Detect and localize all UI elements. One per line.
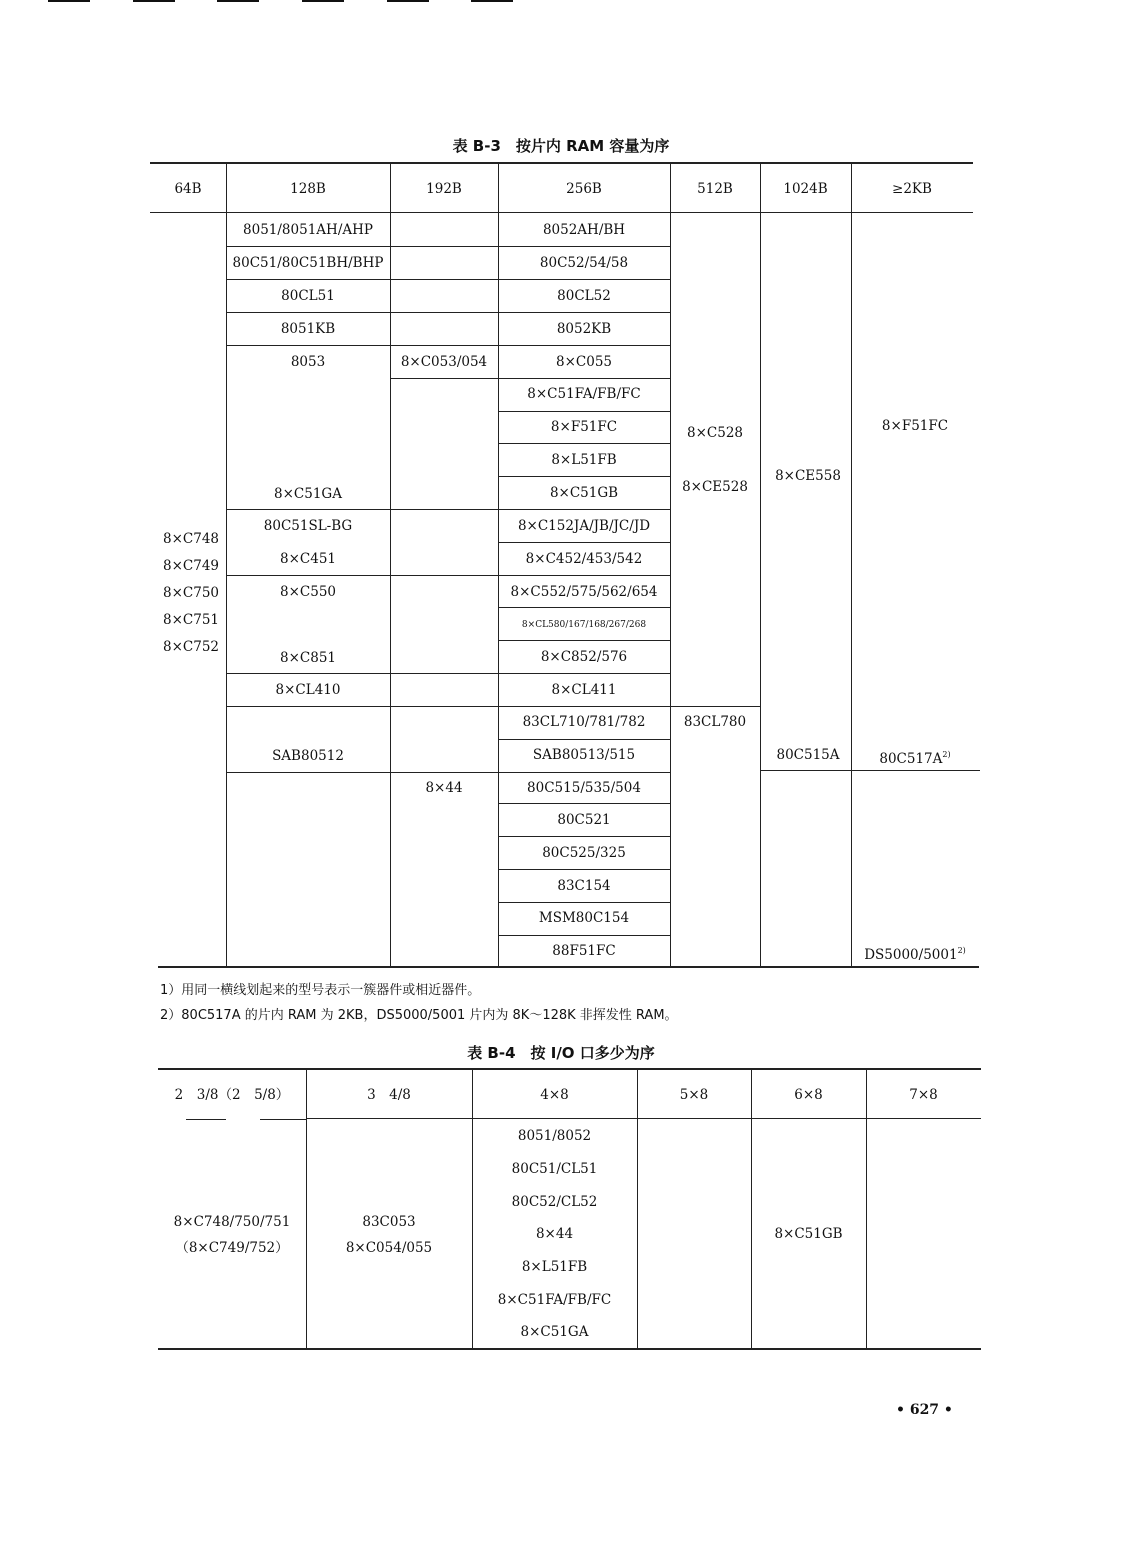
cell-128b: 8×CL410 <box>275 682 341 698</box>
cell-512b: 8×CE528 <box>682 479 748 495</box>
cell-64b: 8×C749 <box>163 558 219 574</box>
cell-256b: MSM80C154 <box>538 910 630 926</box>
row-rule <box>226 509 670 510</box>
cell-128b: 8×C51GA <box>274 486 342 502</box>
cell-io-4x8: 80C51/CL51 <box>511 1161 598 1177</box>
cell-64b: 8×C748 <box>163 531 219 547</box>
header-io-5x8: 5×8 <box>679 1087 709 1103</box>
cell-256b: SAB80513/515 <box>532 747 636 763</box>
page-number: • 627 • <box>896 1402 953 1418</box>
row-rule <box>760 770 980 771</box>
cell-256b: 8052AH/BH <box>542 222 626 238</box>
cell-128b: 8053 <box>290 354 326 370</box>
row-rule <box>498 640 670 641</box>
cell-64b: 8×C750 <box>163 585 219 601</box>
cell-128b: 8×C851 <box>280 650 336 666</box>
row-rule <box>498 542 670 543</box>
cell-128b: 8051KB <box>280 321 336 337</box>
cell-128b: SAB80512 <box>272 748 344 764</box>
top-rule-segment <box>133 0 175 2</box>
cell-512b: 83CL780 <box>683 714 747 730</box>
table-b4-header-rule <box>306 1118 981 1119</box>
col-rule <box>866 1069 867 1348</box>
cell-256b: 8×CL580/167/168/267/268 <box>521 620 647 630</box>
row-rule <box>498 739 670 740</box>
cell-io-6x8: 8×C51GB <box>774 1226 843 1242</box>
cell-256b: 8×C852/576 <box>540 649 628 665</box>
row-rule <box>498 411 670 412</box>
cell-io-4x8: 8×C51GA <box>520 1324 589 1340</box>
cell-192b: 8×44 <box>425 780 463 796</box>
col-rule <box>670 163 671 966</box>
row-rule <box>498 607 670 608</box>
cell-128b: 80C51/80C51BH/BHP <box>232 255 384 271</box>
row-rule <box>498 803 670 804</box>
row-rule <box>226 575 670 576</box>
cell-256b: 8×C452/453/542 <box>525 551 643 567</box>
note-1: 1）用同一横线划起来的型号表示一簇器件或相近器件。 <box>160 983 481 998</box>
cell-256b: 8×C152JA/JB/JC/JD <box>517 518 651 534</box>
table-b4-header-rule-short <box>186 1119 226 1120</box>
cell-io-2-3-8: （8×C749/752） <box>175 1240 289 1256</box>
col-rule <box>390 163 391 966</box>
cell-2kb: 8×F51FC <box>881 418 949 434</box>
row-rule <box>226 673 670 674</box>
cell-128b: 8×C451 <box>280 551 336 567</box>
row-rule <box>498 902 670 903</box>
cell-io-4x8: 8×C51FA/FB/FC <box>497 1292 612 1308</box>
header-io-4x8: 4×8 <box>540 1087 569 1103</box>
col-rule <box>637 1069 638 1348</box>
row-rule <box>226 706 760 707</box>
table-b3-top-rule <box>150 162 973 164</box>
cell-256b: 8×L51FB <box>551 452 617 468</box>
header-64b: 64B <box>174 181 202 197</box>
col-rule <box>751 1069 752 1348</box>
cell-64b: 8×C752 <box>163 639 219 655</box>
table-b3-header-rule <box>150 212 973 213</box>
top-rule-segment <box>471 0 513 2</box>
cell-128b: 8×C550 <box>280 584 336 600</box>
cell-2kb <box>851 747 979 767</box>
cell-2kb <box>851 943 979 963</box>
cell-128b: 80CL51 <box>281 288 335 304</box>
table-b3-bottom-rule <box>158 966 979 968</box>
row-rule <box>498 836 670 837</box>
row-rule <box>226 279 670 280</box>
row-rule <box>498 935 670 936</box>
row-rule <box>498 443 670 444</box>
cell-256b: 80C525/325 <box>542 845 626 861</box>
header-io-7x8: 7×8 <box>909 1087 938 1103</box>
header-io-6x8: 6×8 <box>794 1087 823 1103</box>
cell-io-3-4-8: 8×C054/055 <box>345 1240 433 1256</box>
cell-192b: 8×C053/054 <box>400 354 488 370</box>
cell-256b: 80C521 <box>557 812 611 828</box>
cell-io-4x8: 8×44 <box>535 1226 574 1242</box>
cell-128b: 8051/8051AH/AHP <box>243 222 373 238</box>
cell-256b: 8×C552/575/562/654 <box>510 584 658 600</box>
header-128b: 128B <box>290 181 326 197</box>
header-io-2-3-8: 2 3/8（2 5/8） <box>174 1087 290 1103</box>
cell-256b: 80CL52 <box>557 288 611 304</box>
top-rule-segment <box>387 0 429 2</box>
cell-256b: 80C515/535/504 <box>527 780 641 796</box>
header-2kb: ≥2KB <box>892 181 932 197</box>
cell-128b: 80C51SL-BG <box>263 518 353 534</box>
col-rule <box>851 163 852 966</box>
row-rule <box>226 312 670 313</box>
row-rule <box>226 345 670 346</box>
cell-io-4x8: 8051/8052 <box>517 1128 592 1144</box>
table-b3-title: 表 B-3 按片内 RAM 容量为序 <box>452 137 670 155</box>
header-1024b: 1024B <box>783 181 828 197</box>
col-rule <box>760 163 761 966</box>
cell-256b: 8×F51FC <box>550 419 618 435</box>
cell-256b: 83CL710/781/782 <box>522 714 646 730</box>
top-rule-segment <box>217 0 259 2</box>
cell-256b: 8×C51FA/FB/FC <box>527 386 641 402</box>
header-io-3-4-8: 3 4/8 <box>367 1087 411 1103</box>
row-rule <box>226 772 670 773</box>
cell-256b: 8×CL411 <box>551 682 617 698</box>
cell-256b: 8×C51GB <box>549 485 619 501</box>
row-rule <box>390 378 670 379</box>
table-b4-title: 表 B-4 按 I/O 口多少为序 <box>467 1044 655 1062</box>
top-rule-segment <box>302 0 344 2</box>
cell-1024b: 8×CE558 <box>775 468 841 484</box>
row-rule <box>226 246 670 247</box>
cell-io-2-3-8: 8×C748/750/751 <box>173 1214 291 1230</box>
cell-512b: 8×C528 <box>687 425 743 441</box>
cell-256b: 8052KB <box>556 321 612 337</box>
cell-io-4x8: 8×L51FB <box>521 1259 588 1275</box>
footnote-mark: 2) <box>957 946 966 955</box>
cell-256b: 83C154 <box>557 878 611 894</box>
header-192b: 192B <box>426 181 462 197</box>
cell-256b: 88F51FC <box>552 943 616 959</box>
header-256b: 256B <box>566 181 602 197</box>
cell-2kb-text: 80C517A <box>879 751 943 767</box>
note-2: 2）80C517A 的片内 RAM 为 2KB，DS5000/5001 片内为 8K～128K 非挥发性 RAM。 <box>160 1008 678 1023</box>
table-b4-bottom-rule <box>158 1348 981 1350</box>
row-rule <box>498 476 670 477</box>
top-rule-segment <box>48 0 90 2</box>
cell-256b: 80C52/54/58 <box>539 255 629 271</box>
cell-1024b: 80C515A <box>776 747 840 763</box>
cell-256b: 8×C055 <box>556 354 612 370</box>
col-rule <box>306 1069 307 1348</box>
footnote-mark: 2) <box>942 750 951 759</box>
cell-64b: 8×C751 <box>163 612 219 628</box>
table-b4-header-rule-short <box>260 1119 306 1120</box>
row-rule <box>498 869 670 870</box>
header-512b: 512B <box>697 181 733 197</box>
cell-2kb-text: DS5000/5001 <box>864 947 958 963</box>
cell-io-4x8: 80C52/CL52 <box>511 1194 598 1210</box>
table-b4-top-rule <box>158 1068 981 1070</box>
cell-io-3-4-8: 83C053 <box>362 1214 416 1230</box>
